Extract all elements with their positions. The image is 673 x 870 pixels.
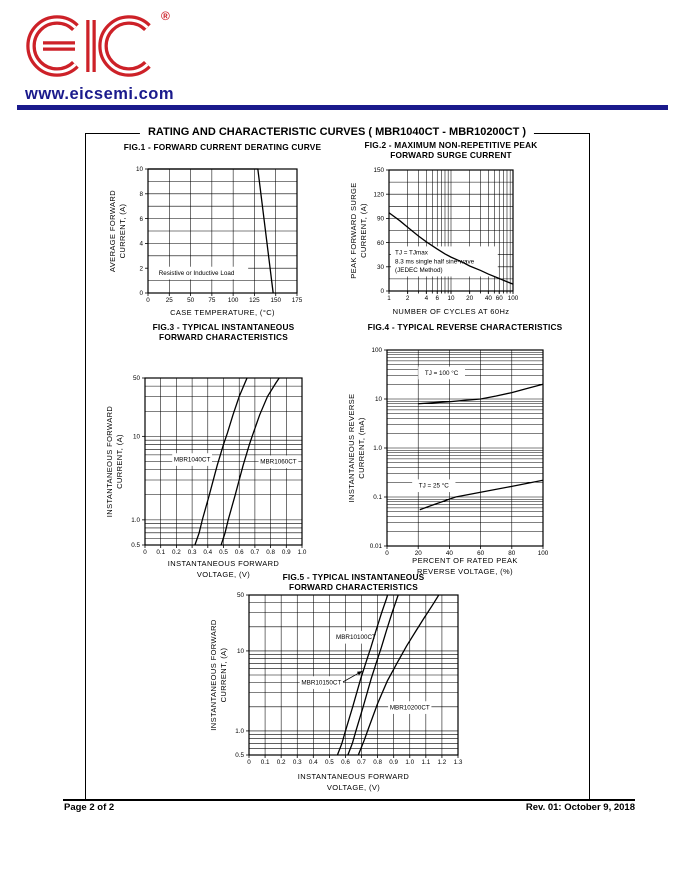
figure-title: FIG.3 - TYPICAL INSTANTANEOUS — [152, 322, 295, 332]
revision-date: Rev. 01: October 9, 2018 — [525, 802, 635, 813]
page-title: RATING AND CHARACTERISTIC CURVES ( MBR1040CT - MBR10200CT ) — [140, 126, 534, 138]
figure-title: FIG.5 - TYPICAL INSTANTANEOUS — [282, 572, 425, 582]
figure-title: FIG.4 - TYPICAL REVERSE CHARACTERISTICS — [367, 322, 563, 332]
x-tick-label: 0.8 — [266, 549, 275, 556]
y-tick-label: 1.0 — [235, 728, 244, 736]
y-axis-label: CURRENT, (A) — [118, 203, 127, 259]
x-tick-label: 0.4 — [203, 549, 213, 556]
x-tick-label: 100 — [227, 297, 239, 304]
x-tick-label: 175 — [291, 297, 303, 304]
annotation: Resistive or Inductive Load — [158, 270, 235, 278]
y-axis-label: PEAK FORWARD SURGE — [349, 182, 358, 279]
y-tick-label: 100 — [371, 347, 382, 355]
tick-marks — [384, 350, 543, 549]
figure-title: FORWARD CHARACTERISTICS — [159, 332, 288, 342]
x-tick-label: 0.1 — [260, 759, 270, 766]
x-axis-label: CASE TEMPERATURE, (°C) — [170, 308, 275, 317]
x-axis-label: VOLTAGE, (V) — [196, 570, 251, 579]
x-tick-label: 1 — [387, 295, 391, 302]
x-tick-label: 1.3 — [453, 759, 463, 766]
x-axis-label: PERCENT OF RATED PEAK — [412, 556, 518, 565]
annotation: 8.3 ms single half sine-wave — [395, 258, 475, 266]
y-tick-label: 0.5 — [131, 542, 140, 550]
y-tick-label: 6 — [139, 215, 143, 223]
x-tick-label: 0 — [146, 297, 150, 304]
footer-rule — [63, 799, 635, 801]
x-tick-label: 2 — [405, 295, 410, 302]
x-tick-label: 25 — [165, 297, 173, 304]
x-tick-label: 0.5 — [325, 759, 334, 766]
x-tick-label: 1.0 — [405, 759, 415, 766]
y-tick-label: 120 — [373, 191, 384, 199]
y-axis-label: INSTANTANEOUS FORWARD — [209, 619, 218, 731]
x-tick-label: 0.6 — [341, 759, 350, 766]
fig1-chart — [95, 138, 340, 320]
x-tick-label: 0.7 — [357, 759, 366, 766]
x-tick-label: 10 — [447, 295, 455, 302]
annotation: TJ = TJmax — [395, 249, 428, 257]
y-tick-label: 0 — [139, 290, 143, 298]
y-axis-label: INSTANTANEOUS REVERSE — [347, 393, 356, 503]
x-axis-label: INSTANTANEOUS FORWARD — [297, 772, 410, 781]
x-tick-label: 6 — [435, 295, 440, 302]
y-tick-label: 10 — [236, 648, 244, 656]
grid — [249, 595, 458, 755]
y-tick-label: 0.01 — [369, 543, 382, 551]
y-axis-label: CURRENT, (mA) — [357, 417, 366, 479]
annotation: TJ = 100 °C — [424, 369, 459, 377]
x-axis-label: INSTANTANEOUS FORWARD — [167, 559, 280, 568]
x-tick-label: 0.4 — [308, 759, 318, 766]
y-tick-label: 10 — [135, 166, 143, 174]
y-axis-label: CURRENT, (A) — [359, 203, 368, 258]
x-tick-label: 0.9 — [389, 759, 399, 766]
figure-title: FIG.2 - MAXIMUM NON-REPETITIVE PEAK — [364, 140, 538, 150]
y-tick-label: 50 — [236, 592, 244, 600]
annotation: (JEDEC Method) — [395, 267, 443, 275]
website-link[interactable]: www.eicsemi.com — [25, 85, 175, 103]
x-axis-label: NUMBER OF CYCLES AT 60Hz — [392, 307, 510, 316]
fig4-chart — [340, 320, 590, 582]
x-tick-label: 75 — [208, 297, 216, 304]
y-tick-label: 0 — [380, 288, 384, 296]
x-tick-label: 0 — [143, 549, 147, 556]
x-tick-label: 1.0 — [297, 549, 307, 556]
figure-title: FIG.1 - FORWARD CURRENT DERATING CURVE — [123, 142, 322, 152]
y-tick-label: 150 — [373, 167, 384, 175]
figure-title: FORWARD SURGE CURRENT — [390, 150, 512, 160]
fig5-chart — [195, 570, 485, 800]
y-tick-label: 90 — [376, 215, 384, 223]
x-tick-label: 0.5 — [219, 549, 228, 556]
y-axis-label: CURRENT, (A) — [219, 647, 228, 703]
annotation: MBR10200CT — [389, 704, 430, 712]
y-tick-label: 8 — [139, 191, 143, 198]
x-tick-label: 20 — [466, 295, 474, 302]
x-tick-label: 20 — [414, 550, 422, 557]
x-tick-label: 0.1 — [156, 549, 166, 556]
x-tick-label: 4 — [424, 295, 429, 302]
y-tick-label: 0.5 — [235, 752, 244, 760]
grid — [387, 350, 543, 546]
annotation: MBR10150CT — [301, 679, 342, 687]
x-axis-label: REVERSE VOLTAGE, (%) — [416, 567, 514, 576]
x-tick-label: 0.2 — [276, 759, 286, 766]
x-tick-label: 40 — [484, 295, 492, 302]
x-tick-label: 1.2 — [437, 759, 447, 766]
x-tick-label: 100 — [507, 295, 519, 302]
y-axis-label: INSTANTANEOUS FORWARD — [105, 405, 114, 518]
x-tick-label: 40 — [445, 550, 453, 557]
x-tick-label: 0.7 — [250, 549, 260, 556]
y-tick-label: 2 — [139, 265, 143, 273]
x-tick-label: 0.3 — [187, 549, 197, 556]
annotation: MBR1060CT — [260, 458, 297, 466]
x-tick-label: 60 — [495, 295, 503, 302]
annotation: MBR10100CT — [335, 634, 376, 642]
y-tick-label: 1.0 — [373, 445, 382, 453]
figure-title: FORWARD CHARACTERISTICS — [289, 582, 418, 592]
fig2-chart — [345, 138, 590, 320]
x-tick-label: 60 — [477, 550, 485, 557]
x-tick-label: 100 — [537, 550, 549, 557]
y-tick-label: 50 — [132, 375, 140, 383]
x-tick-label: 1.1 — [421, 759, 431, 766]
x-tick-label: 150 — [270, 297, 281, 304]
y-axis-label: CURRENT, (A) — [115, 434, 124, 489]
annotation: TJ = 25 °C — [418, 482, 449, 490]
y-axis-label: AVERAGE FORWARD — [108, 189, 117, 273]
x-tick-label: 50 — [187, 297, 195, 304]
x-tick-label: 0.8 — [373, 759, 382, 766]
x-tick-label: 0.9 — [281, 549, 291, 556]
x-tick-label: 125 — [249, 297, 260, 304]
y-tick-label: 1.0 — [131, 517, 140, 525]
y-tick-label: 10 — [132, 433, 140, 441]
y-tick-label: 60 — [376, 239, 384, 247]
annotation: MBR1040CT — [173, 456, 211, 464]
x-tick-label: 80 — [508, 550, 516, 557]
x-tick-label: 0 — [247, 759, 251, 766]
x-axis-label: VOLTAGE, (V) — [326, 783, 381, 792]
fig3-chart — [95, 320, 340, 582]
y-tick-label: 4 — [139, 240, 143, 248]
x-tick-label: 0.6 — [234, 549, 244, 556]
registered-trademark-icon: ® — [161, 9, 170, 23]
y-tick-label: 30 — [376, 264, 384, 271]
y-tick-label: 10 — [374, 396, 382, 404]
x-tick-label: 0 — [385, 550, 389, 557]
x-tick-label: 0.3 — [292, 759, 302, 766]
page-number: Page 2 of 2 — [64, 802, 115, 813]
y-tick-label: 0.1 — [373, 494, 382, 502]
x-tick-label: 0.2 — [172, 549, 181, 556]
